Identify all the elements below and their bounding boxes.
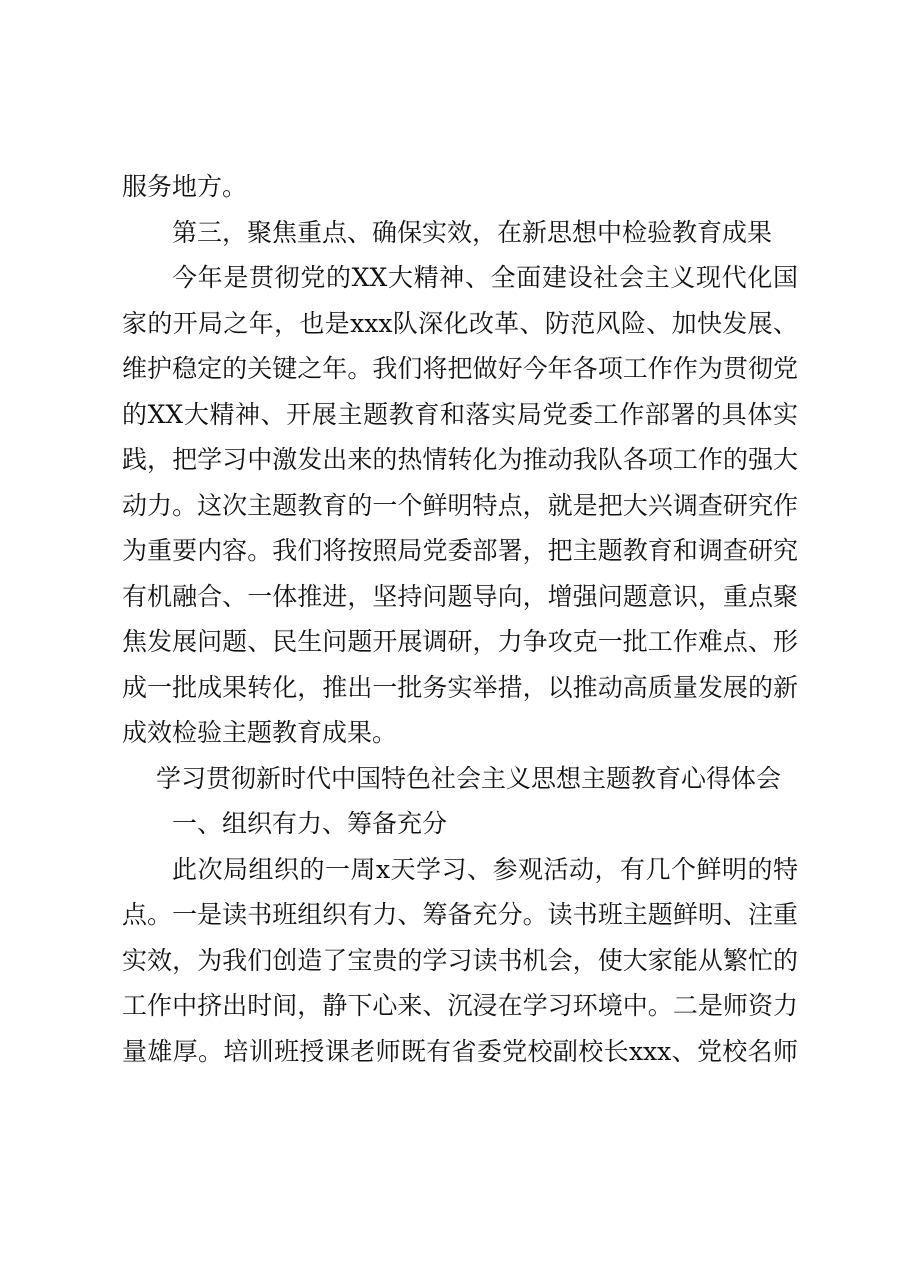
text-line: 此次局组织的一周x天学习、参观活动，有几个鲜明的特 [172,854,798,884]
text-line: 点。一是读书班组织有力、筹备充分。读书班主题鲜明、注重 [122,900,798,929]
text-line: 成一批成果转化，推出一批务实举措，以推动高质量发展的新 [122,672,798,702]
document-body [122,164,798,1074]
text-line: 量雄厚。培训班授课老师既有省委党校副校长xxx、党校名师 [122,1036,798,1066]
text-line: 为重要内容。我们将按照局党委部署，把主题教育和调查研究 [122,536,798,565]
text-line: 维护稳定的关键之年。我们将把做好今年各项工作作为贯彻党 [122,354,798,383]
text-line: 工作中挤出时间，静下心来、沉浸在学习环境中。二是师资力 [122,991,798,1020]
text-line: 动力。这次主题教育的一个鲜明特点，就是把大兴调查研究作 [122,490,798,520]
section-heading-line: 一、组织有力、筹备充分 [172,809,448,838]
text-line: 家的开局之年，也是xxx队深化改革、防范风险、加快发展、 [122,308,798,338]
text-line: 的XX大精神、开展主题教育和落实局党委工作部署的具体实 [122,399,798,429]
text-line: 实效，为我们创造了宝贵的学习读书机会，使大家能从繁忙的 [122,945,798,975]
section-heading-line: 第三，聚焦重点、确保实效，在新思想中检验教育成果 [172,217,773,247]
text-line: 服务地方。 [122,172,248,201]
text-line: 焦发展问题、民生问题开展调研，力争攻克一批工作难点、形 [122,627,798,656]
text-line: 践，把学习中激发出来的热情转化为推动我队各项工作的强大 [122,445,798,474]
article-title-line: 学习贯彻新时代中国特色社会主义思想主题教育心得体会 [156,763,782,793]
text-line: 今年是贯彻党的XX大精神、全面建设社会主义现代化国 [172,263,798,292]
text-line: 有机融合、一体推进，坚持问题导向，增强问题意识，重点聚 [122,581,798,611]
text-line: 成效检验主题教育成果。 [122,718,398,747]
